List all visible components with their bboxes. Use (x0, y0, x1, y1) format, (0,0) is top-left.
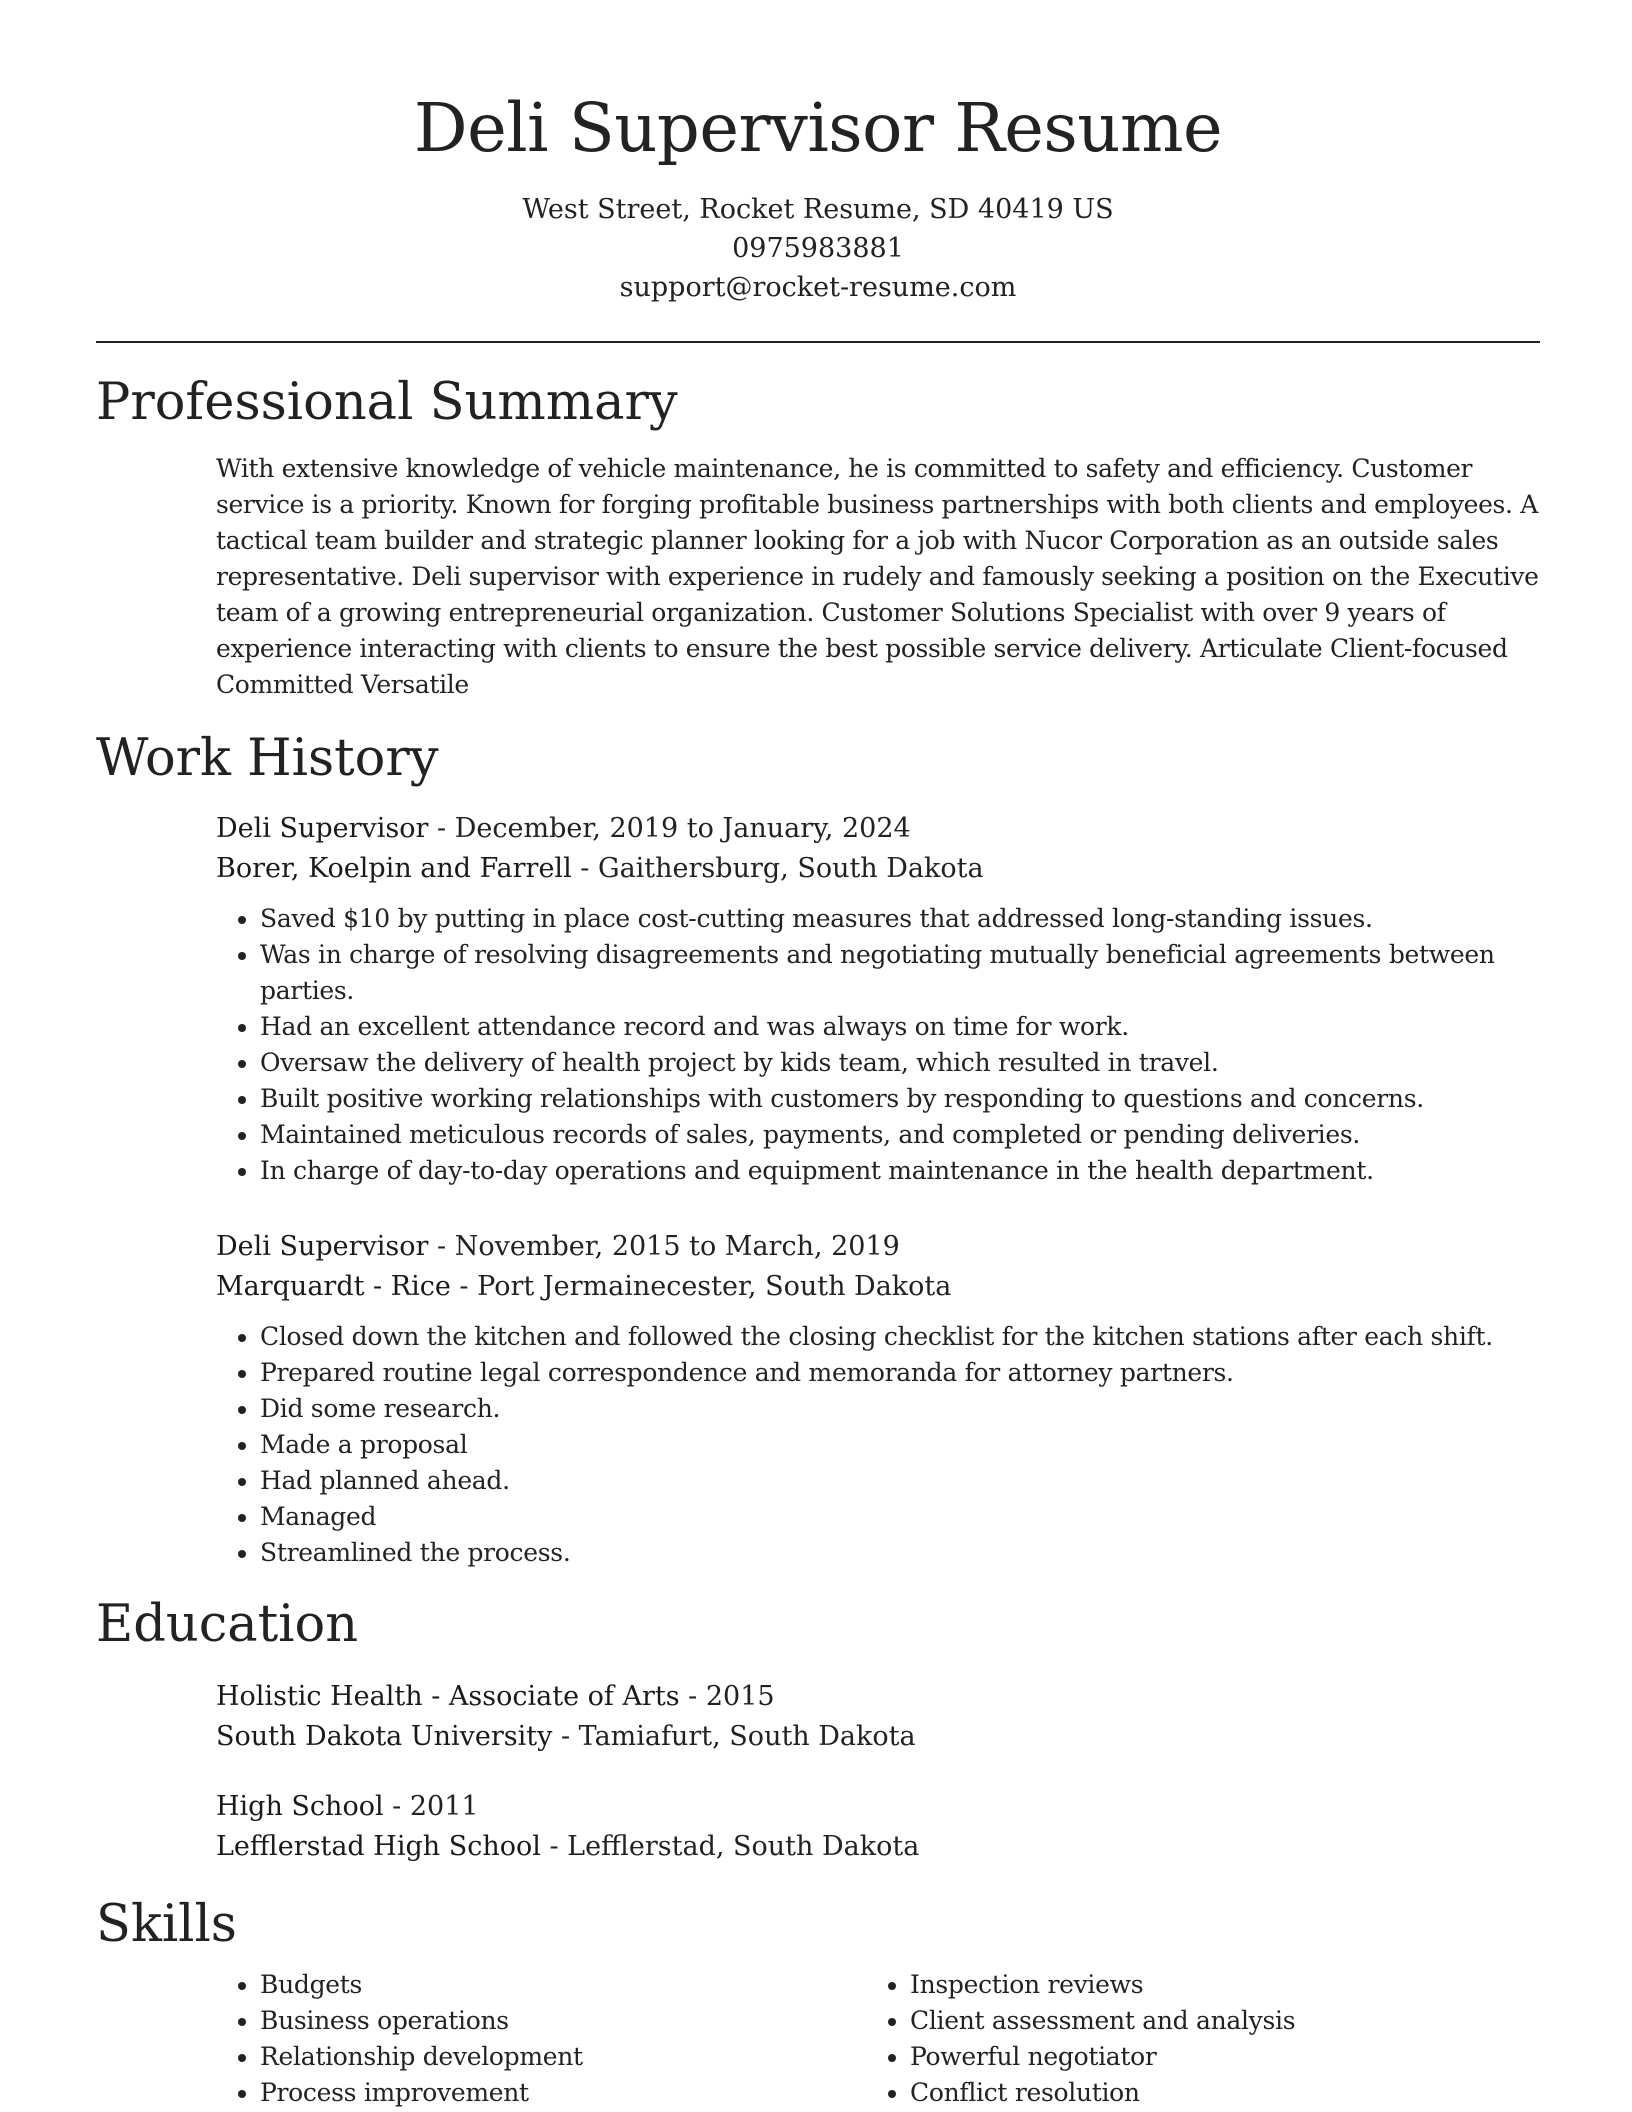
skills-heading: Skills (96, 1895, 237, 1954)
list-item: • Saved $10 by putting in place cost-cutting measures that addressed long-standing issues. (260, 901, 1540, 937)
skills-column-left (216, 1967, 866, 2111)
education-heading: Education (96, 1595, 359, 1654)
list-item: • Closed down the kitchen and followed the closing checklist for the kitchen stations after each shift. (260, 1319, 1540, 1355)
job-company-line (216, 1267, 1540, 1307)
list-item: • Client assessment and analysis (910, 2003, 1516, 2039)
job-company: Borer, Koelpin and Farrell (216, 853, 572, 884)
education-school-line (216, 1827, 1540, 1867)
education-degree-line (216, 1677, 1540, 1717)
summary-section (96, 373, 1540, 703)
job-title-line (216, 1227, 1540, 1267)
contact-info (96, 190, 1540, 307)
list-item: • Budgets (260, 1967, 866, 2003)
education-degree-line (216, 1787, 1540, 1827)
contact-email: support@rocket-resume.com (619, 272, 1017, 303)
list-item: • Process improvement (260, 2075, 866, 2111)
header-divider (96, 341, 1540, 343)
list-item: • In charge of day-to-day operations and equipment maintenance in the health department. (260, 1153, 1540, 1189)
list-item: • Made a proposal (260, 1427, 1540, 1463)
job-company-line (216, 849, 1540, 889)
summary-text: With extensive knowledge of vehicle maintenance, he is committed to safety and efficiency. Customer service is a priority. Known for forging profitable business partnerships with both clients and employees. A tactical team builder and strategic planner looking for a job with Nucor Corporation as an outside sales representative. Deli supervisor with experience in rudely and famously seeking a position on the Executive team of a growing entrepreneurial organization. Customer Solutions Specialist with over 9 years of experience interacting with clients to ensure the best possible service delivery. Articulate Client-focused Committed Versatile (216, 454, 1539, 699)
education-school: Lefflerstad High School (216, 1831, 541, 1862)
education-school: South Dakota University (216, 1721, 553, 1752)
education-year: - 2015 (679, 1681, 775, 1712)
list-item: • Prepared routine legal correspondence and memoranda for attorney partners. (260, 1355, 1540, 1391)
list-item: • Oversaw the delivery of health project by kids team, which resulted in travel. (260, 1045, 1540, 1081)
list-item: • Managed (260, 1499, 1540, 1535)
education-degree: Holistic Health - Associate of Arts (216, 1681, 680, 1712)
education-section (96, 1595, 1540, 1867)
education-degree: High School (216, 1791, 384, 1822)
list-item: • Had an excellent attendance record and was always on time for work. (260, 1009, 1540, 1045)
resume-header (96, 0, 1540, 307)
education-school-line (216, 1717, 1540, 1757)
work-history-section (96, 729, 1540, 1571)
job-role: Deli Supervisor (216, 1231, 429, 1262)
list-item: • Inspection reviews (910, 1967, 1516, 2003)
job-bullets (216, 1319, 1540, 1571)
job-location: - Gaithersburg, South Dakota (571, 853, 984, 884)
skills-section (96, 1895, 1540, 2111)
list-item: • Conflict resolution (910, 2075, 1516, 2111)
skills-list (216, 1967, 866, 2111)
education-entry (216, 1787, 1540, 1867)
contact-address: West Street, Rocket Resume, SD 40419 US (522, 194, 1114, 225)
skills-column-right (866, 1967, 1516, 2111)
skills-list (866, 1967, 1516, 2111)
resume-title: Deli Supervisor Resume (413, 89, 1223, 167)
job-role: Deli Supervisor (216, 813, 429, 844)
education-year: - 2011 (383, 1791, 479, 1822)
job-dates: - December, 2019 to January, 2024 (428, 813, 911, 844)
summary-heading: Professional Summary (96, 373, 678, 432)
work-history-heading: Work History (96, 729, 439, 788)
education-location: - Tamiafurt, South Dakota (552, 1721, 916, 1752)
list-item: • Maintained meticulous records of sales, payments, and completed or pending deliveries. (260, 1117, 1540, 1153)
job-location: - Port Jermainecester, South Dakota (450, 1271, 952, 1302)
list-item: • Streamlined the process. (260, 1535, 1540, 1571)
skills-grid (216, 1967, 1540, 2111)
list-item: • Built positive working relationships with customers by responding to questions and concerns. (260, 1081, 1540, 1117)
contact-phone: 0975983881 (732, 233, 904, 264)
job-entry (216, 809, 1540, 1189)
job-dates: - November, 2015 to March, 2019 (428, 1231, 900, 1262)
list-item: • Powerful negotiator (910, 2039, 1516, 2075)
education-location: - Lefflerstad, South Dakota (540, 1831, 920, 1862)
list-item: • Relationship development (260, 2039, 866, 2075)
job-title-line (216, 809, 1540, 849)
education-entry (216, 1677, 1540, 1757)
resume-page (96, 0, 1540, 2111)
list-item: • Had planned ahead. (260, 1463, 1540, 1499)
job-bullets (216, 901, 1540, 1189)
list-item: • Was in charge of resolving disagreements and negotiating mutually beneficial agreements between parties. (260, 937, 1540, 1009)
job-company: Marquardt - Rice (216, 1271, 451, 1302)
list-item: • Did some research. (260, 1391, 1540, 1427)
job-entry (216, 1227, 1540, 1571)
list-item: • Business operations (260, 2003, 866, 2039)
